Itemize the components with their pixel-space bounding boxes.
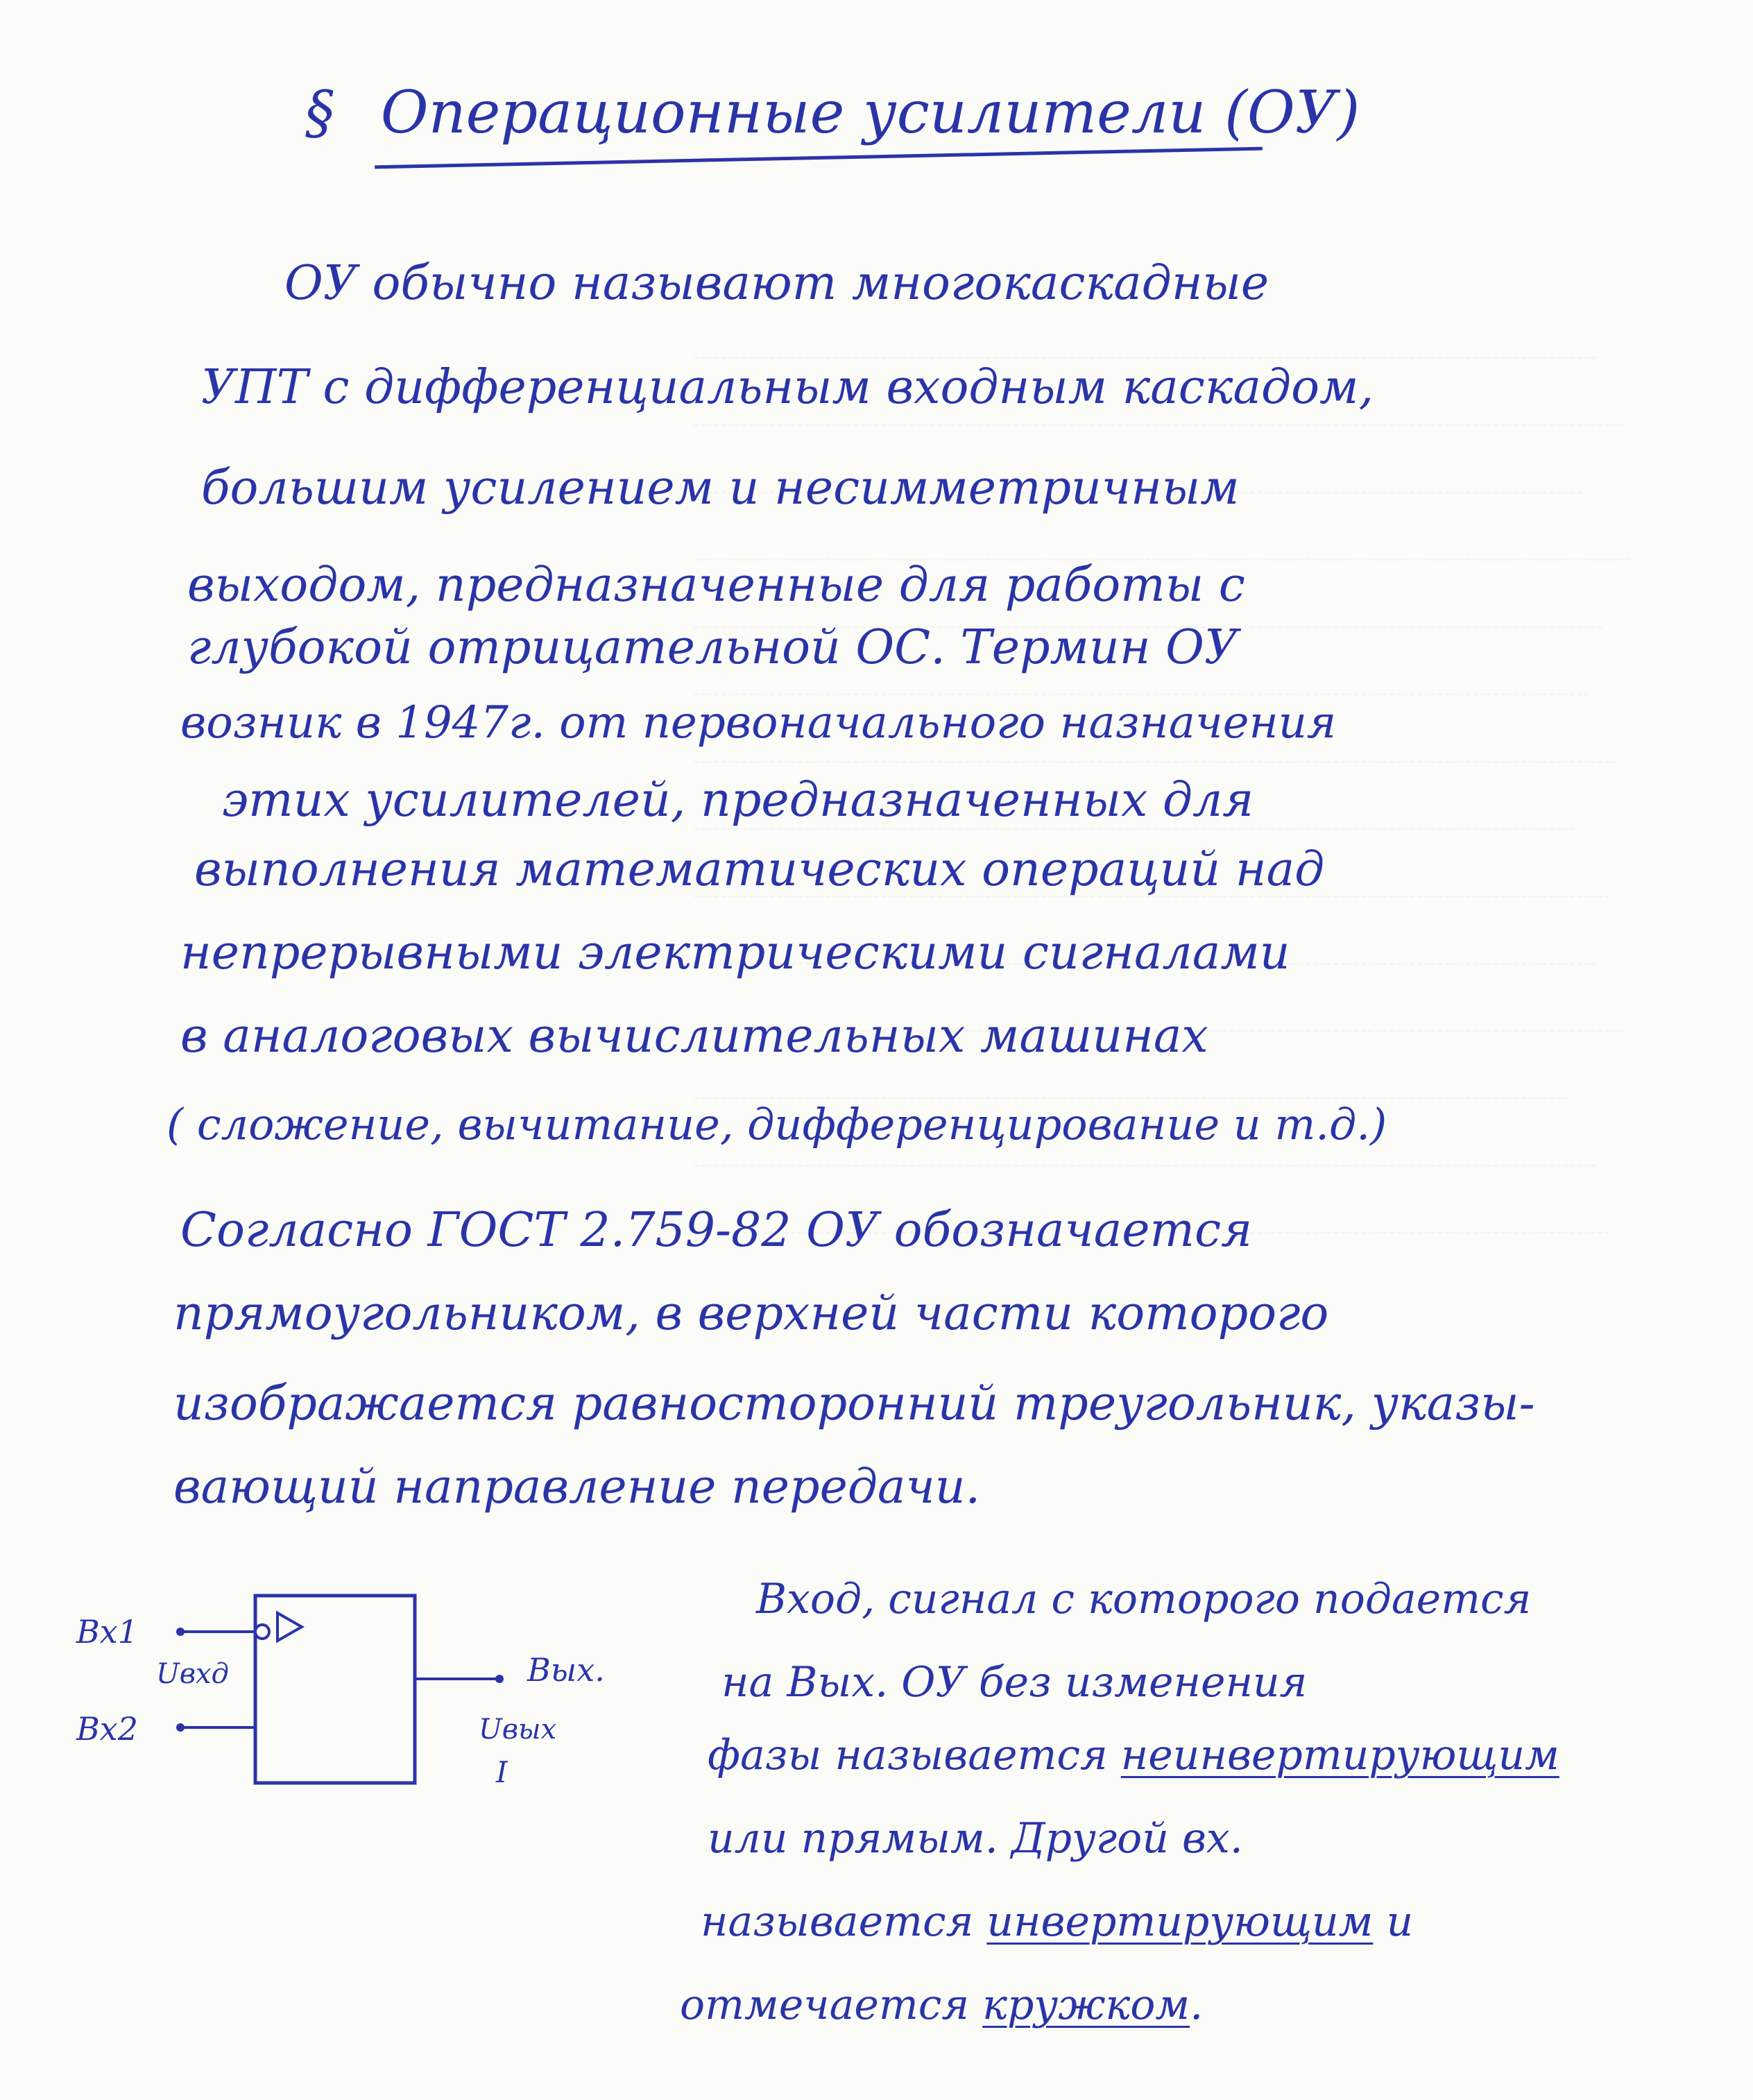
body-line: в аналоговых вычислительных машинах xyxy=(180,1009,1208,1064)
inverting-term: инвертирующим xyxy=(986,1897,1374,1946)
heading-underline xyxy=(375,147,1263,169)
body-line: этих усилителей, предназначенных для xyxy=(222,773,1254,828)
heading-title: Операционные усилители (ОУ) xyxy=(380,78,1360,146)
input2-terminal xyxy=(176,1723,185,1732)
circle-term: кружком xyxy=(982,1981,1190,2029)
note-line: Вход, сигнал с которого подается xyxy=(756,1575,1532,1623)
body-line: ОУ обычно называют многокаскадные xyxy=(284,256,1269,311)
opamp-body-rectangle xyxy=(255,1596,415,1783)
opamp-symbol xyxy=(153,1582,541,1818)
note-line xyxy=(680,1981,1204,2029)
note-text: отмечается xyxy=(680,1981,983,2029)
body-line: изображается равносторонний треугольник, указы- xyxy=(173,1376,1535,1431)
amplifier-triangle-icon xyxy=(277,1613,302,1641)
note-text: называется xyxy=(701,1897,987,1946)
body-line: вающий направление передачи. xyxy=(173,1460,981,1514)
body-line: непрерывными электрическими сигналами xyxy=(180,925,1290,980)
input-voltage-label: Uвхд xyxy=(156,1658,229,1690)
body-line: большим усилением и несимметричным xyxy=(201,461,1240,515)
body-line: выходом, предназначенные для работы с xyxy=(187,558,1245,613)
body-line: глубокой отрицательной ОС. Термин ОУ xyxy=(187,620,1239,675)
output-voltage-label: Uвых xyxy=(479,1714,557,1745)
inverting-circle-icon xyxy=(255,1625,269,1639)
output-marker: I xyxy=(496,1755,508,1789)
body-line: возник в 1947г. от первоначального назначения xyxy=(180,697,1337,749)
note-line xyxy=(701,1897,1414,1946)
note-text: . xyxy=(1190,1981,1204,2029)
body-line: ( сложение, вычитание, дифференцирование и т.д.) xyxy=(166,1099,1387,1150)
input2-label: Вх2 xyxy=(76,1710,139,1748)
body-line: прямоугольником, в верхней части которого xyxy=(173,1286,1329,1341)
body-line: Согласно ГОСТ 2.759-82 ОУ обозначается xyxy=(180,1203,1253,1258)
output-terminal xyxy=(495,1675,504,1683)
input1-terminal xyxy=(176,1628,185,1636)
input1-label: Вх1 xyxy=(76,1613,139,1650)
non-inverting-term: неинвертирующим xyxy=(1120,1731,1559,1779)
note-text: фазы называется xyxy=(708,1731,1121,1779)
section-sign: § xyxy=(305,78,334,146)
note-line: на Вых. ОУ без изменения xyxy=(721,1658,1308,1707)
body-line: выполнения математических операций над xyxy=(194,842,1325,897)
note-text: и xyxy=(1373,1897,1414,1946)
note-line xyxy=(708,1731,1559,1779)
body-line: УПТ с дифференциальным входным каскадом, xyxy=(201,360,1374,415)
output-label: Вых. xyxy=(527,1651,605,1689)
note-line: или прямым. Другой вх. xyxy=(708,1814,1243,1863)
section-heading xyxy=(305,78,1360,146)
